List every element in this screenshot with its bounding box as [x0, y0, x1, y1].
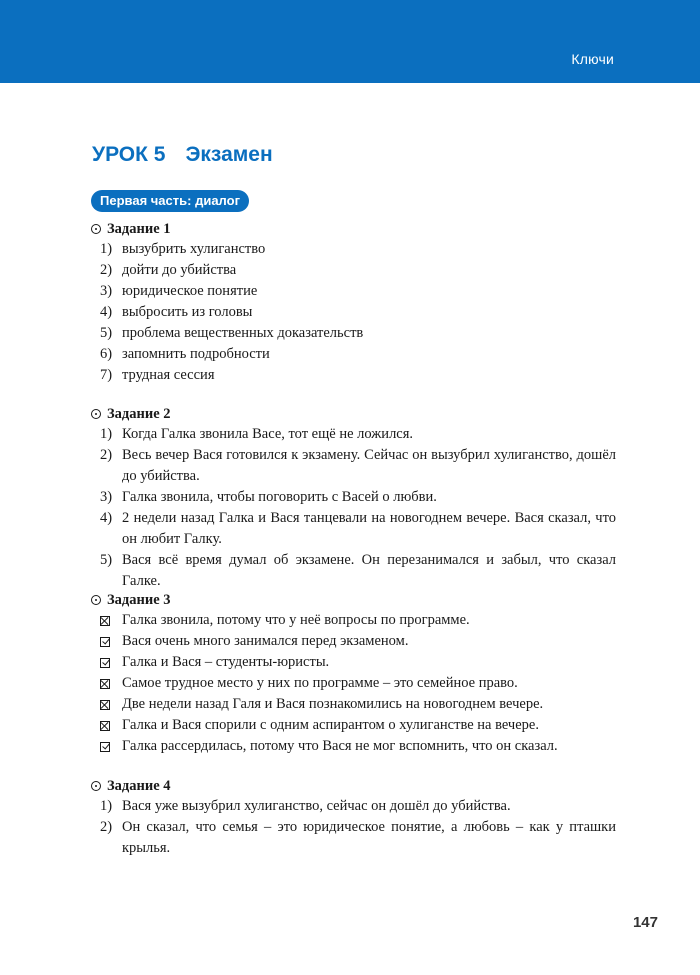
list-item — [91, 487, 616, 508]
task-list — [91, 796, 616, 859]
task-heading — [91, 404, 616, 424]
list-item — [91, 302, 616, 323]
list-item — [91, 260, 616, 281]
task-title: Задание 1 — [107, 221, 171, 237]
list-item — [91, 424, 616, 445]
task-list — [91, 239, 616, 386]
task-title: Задание 2 — [107, 406, 171, 422]
lesson-title-text: Экзамен — [185, 143, 273, 166]
list-item — [91, 796, 616, 817]
page-title — [92, 143, 273, 167]
list-item — [91, 610, 616, 631]
item-number: 6) — [100, 346, 113, 362]
item-text: юридическое понятие — [122, 283, 258, 299]
item-text: выбросить из головы — [122, 304, 253, 320]
header-label: Ключи — [571, 51, 614, 67]
item-number: 3) — [100, 283, 113, 299]
cross-box-icon — [100, 679, 110, 689]
item-text: Галка звонила, чтобы поговорить с Васей о любви. — [122, 489, 437, 505]
item-number: 1) — [100, 798, 113, 814]
list-item — [91, 652, 616, 673]
item-text: трудная сессия — [122, 367, 215, 383]
list-item — [91, 239, 616, 260]
task-2 — [91, 404, 616, 592]
item-text: дойти до убийства — [122, 262, 237, 278]
task-list — [91, 610, 616, 757]
item-number: 2) — [100, 262, 113, 278]
list-item — [91, 281, 616, 302]
list-item — [91, 445, 616, 487]
item-text: Галка рассердилась, потому что Вася не мог вспомнить, что он сказал. — [122, 738, 558, 754]
item-text: 2 недели назад Галка и Вася танцевали на новогоднем вечере. Вася сказал, что он любит Галку. — [122, 510, 616, 547]
list-item — [91, 715, 616, 736]
header-band — [0, 0, 700, 83]
check-box-icon — [100, 658, 110, 668]
item-text: Весь вечер Вася готовился к экзамену. Сейчас он вызубрил хулиганство, дошёл до убийства. — [122, 447, 616, 484]
item-text: Вася всё время думал об экзамене. Он перезанимался и забыл, что сказал Галке. — [122, 552, 616, 589]
list-item — [91, 365, 616, 386]
item-number: 7) — [100, 367, 113, 383]
cross-box-icon — [100, 721, 110, 731]
list-item — [91, 323, 616, 344]
item-text: Он сказал, что семья – это юридическое понятие, а любовь – как у пташки крылья. — [122, 819, 616, 856]
task-4 — [91, 776, 616, 859]
target-icon — [91, 409, 101, 419]
item-text: Галка и Вася – студенты-юристы. — [122, 654, 330, 670]
list-item — [91, 817, 616, 859]
list-item — [91, 736, 616, 757]
list-item — [91, 673, 616, 694]
item-number: 3) — [100, 489, 113, 505]
section-badge: Первая часть: диалог — [91, 190, 249, 212]
item-text: Две недели назад Галя и Вася познакомились на новогоднем вечере. — [122, 696, 544, 712]
list-item — [91, 694, 616, 715]
cross-box-icon — [100, 700, 110, 710]
item-text: Вася очень много занимался перед экзаменом. — [122, 633, 409, 649]
item-number: 1) — [100, 241, 113, 257]
target-icon — [91, 224, 101, 234]
task-1 — [91, 219, 616, 386]
check-box-icon — [100, 637, 110, 647]
task-title: Задание 4 — [107, 778, 171, 794]
item-number: 4) — [100, 510, 113, 526]
task-list — [91, 424, 616, 592]
check-box-icon — [100, 742, 110, 752]
item-text: запомнить подробности — [122, 346, 270, 362]
item-text: Галка и Вася спорили с одним аспирантом о хулиганстве на вечере. — [122, 717, 539, 733]
task-heading — [91, 219, 616, 239]
task-heading — [91, 590, 616, 610]
item-number: 4) — [100, 304, 113, 320]
task-heading — [91, 776, 616, 796]
list-item — [91, 344, 616, 365]
list-item — [91, 550, 616, 592]
item-number: 5) — [100, 552, 113, 568]
task-3 — [91, 590, 616, 757]
item-text: Вася уже вызубрил хулиганство, сейчас он дошёл до убийства. — [122, 798, 511, 814]
item-text: проблема вещественных доказательств — [122, 325, 364, 341]
list-item — [91, 631, 616, 652]
item-number: 2) — [100, 447, 113, 463]
item-number: 2) — [100, 819, 113, 835]
item-number: 1) — [100, 426, 113, 442]
lesson-number: УРОК 5 — [92, 143, 166, 166]
cross-box-icon — [100, 616, 110, 626]
task-title: Задание 3 — [107, 592, 171, 608]
target-icon — [91, 595, 101, 605]
item-text: Самое трудное место у них по программе – это семейное право. — [122, 675, 518, 691]
list-item — [91, 508, 616, 550]
page-number: 147 — [632, 914, 658, 931]
item-text: Галка звонила, потому что у неё вопросы по программе. — [122, 612, 470, 628]
item-text: вызубрить хулиганство — [122, 241, 266, 257]
target-icon — [91, 781, 101, 791]
item-text: Когда Галка звонила Васе, тот ещё не ложился. — [122, 426, 414, 442]
item-number: 5) — [100, 325, 113, 341]
